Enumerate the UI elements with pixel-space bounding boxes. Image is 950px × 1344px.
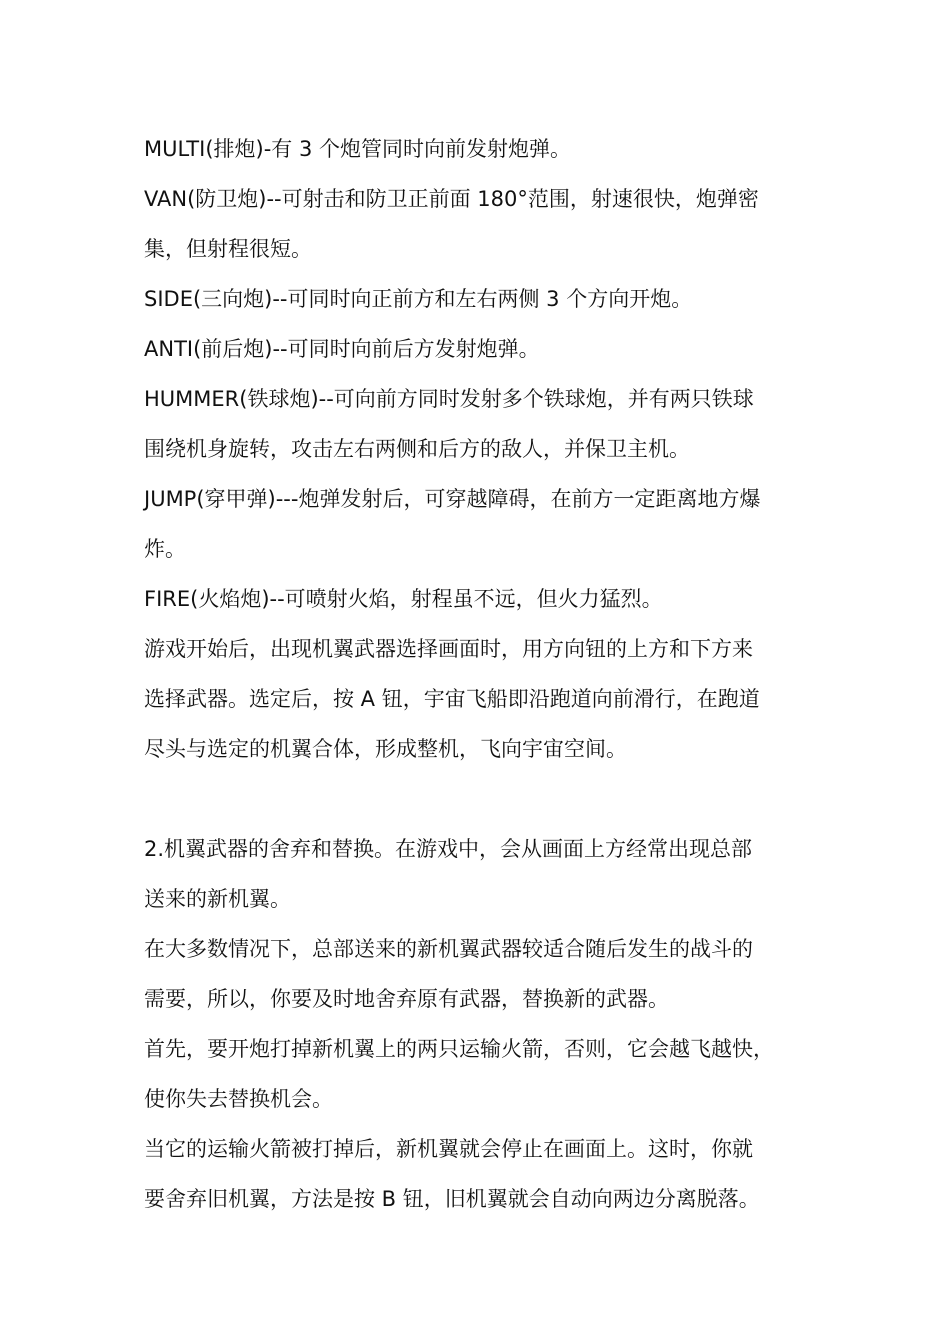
document-body	[144, 124, 834, 1224]
text-line: 需要，所以，你要及时地舍弃原有武器，替换新的武器。	[144, 987, 669, 1011]
text-line: 使你失去替换机会。	[144, 1087, 333, 1111]
text-line: 在大多数情况下，总部送来的新机翼武器较适合随后发生的战斗的	[144, 937, 753, 961]
text-line: 尽头与选定的机翼合体，形成整机，飞向宇宙空间。	[144, 737, 627, 761]
text-line: 游戏开始后，出现机翼武器选择画面时，用方向钮的上方和下方来	[144, 637, 753, 661]
text-line: 选择武器。选定后，按 A 钮，宇宙飞船即沿跑道向前滑行，在跑道	[144, 687, 760, 711]
text-line: JUMP(穿甲弹)---炮弹发射后，可穿越障碍，在前方一定距离地方爆	[144, 487, 761, 511]
text-line: 首先，要开炮打掉新机翼上的两只运输火箭，否则，它会越飞越快，	[144, 1037, 774, 1061]
text-line: 要舍弃旧机翼，方法是按 B 钮，旧机翼就会自动向两边分离脱落。	[144, 1187, 760, 1211]
text-line: 集，但射程很短。	[144, 237, 312, 261]
text-line: 2.机翼武器的舍弃和替换。在游戏中，会从画面上方经常出现总部	[144, 837, 753, 861]
text-line: ANTI(前后炮)--可同时向前后方发射炮弹。	[144, 337, 540, 361]
text-line: HUMMER(铁球炮)--可向前方同时发射多个铁球炮，并有两只铁球	[144, 387, 754, 411]
text-line: 围绕机身旋转，攻击左右两侧和后方的敌人，并保卫主机。	[144, 437, 690, 461]
text-line: VAN(防卫炮)--可射击和防卫正前面 180°范围，射速很快，炮弹密	[144, 187, 759, 211]
text-line: MULTI(排炮)-有 3 个炮管同时向前发射炮弹。	[144, 137, 571, 161]
text-line: 当它的运输火箭被打掉后，新机翼就会停止在画面上。这时，你就	[144, 1137, 753, 1161]
text-line: 送来的新机翼。	[144, 887, 291, 911]
text-line: 炸。	[144, 537, 186, 561]
text-line: SIDE(三向炮)--可同时向正前方和左右两侧 3 个方向开炮。	[144, 287, 693, 311]
text-line: FIRE(火焰炮)--可喷射火焰，射程虽不远，但火力猛烈。	[144, 587, 663, 611]
blank-line	[144, 774, 834, 824]
